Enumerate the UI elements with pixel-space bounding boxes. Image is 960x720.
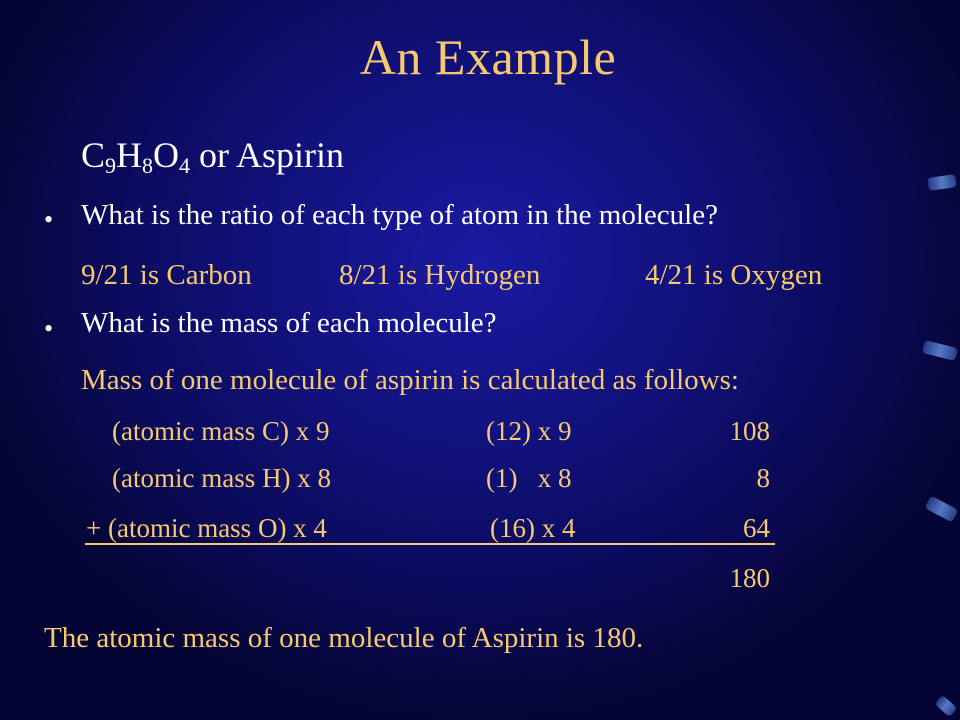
oxygen-count: 4 [179, 153, 191, 178]
calc-row-o-expression: (16) x 4 [490, 513, 576, 543]
formula-heading [81, 134, 344, 176]
decorative-streak [927, 174, 957, 191]
calc-row-o-value: 64 [743, 513, 770, 543]
question-ratio: What is the ratio of each type of atom in the molecule? [81, 199, 718, 231]
answer-oxygen-ratio: 4/21 is Oxygen [645, 259, 823, 291]
formula-name: or Aspirin [190, 135, 345, 175]
conclusion-text: The atomic mass of one molecule of Aspirin is 180. [44, 622, 644, 654]
bullet-icon: • [44, 205, 54, 234]
question-mass: What is the mass of each molecule? [81, 307, 497, 339]
hydrogen-count: 8 [142, 153, 154, 178]
calc-row-c-value: 108 [729, 416, 770, 446]
calc-row-h-value: 8 [756, 463, 770, 493]
calc-total: 180 [729, 563, 770, 593]
sum-underline [85, 543, 775, 545]
carbon-count: 9 [105, 153, 117, 178]
hydrogen-symbol: H [116, 135, 143, 175]
mass-intro: Mass of one molecule of aspirin is calculated as follows: [81, 364, 739, 396]
bullet-icon: • [44, 314, 54, 343]
decorative-streak [922, 340, 958, 361]
answer-hydrogen-ratio: 8/21 is Hydrogen [339, 259, 541, 291]
answer-carbon-ratio: 9/21 is Carbon [81, 259, 252, 291]
calc-row-h-label: (atomic mass H) x 8 [112, 463, 331, 493]
decorative-streak [935, 695, 958, 717]
oxygen-symbol: O [153, 135, 180, 175]
decorative-streak [925, 496, 959, 523]
slide-title: An Example [359, 29, 617, 85]
carbon-symbol: C [81, 135, 106, 175]
calc-row-c-label: (atomic mass C) x 9 [112, 416, 330, 446]
calc-row-o-label: + (atomic mass O) x 4 [86, 513, 327, 543]
calc-row-c-expression: (12) x 9 [486, 416, 572, 446]
calc-row-h-expression: (1) x 8 [486, 463, 572, 493]
